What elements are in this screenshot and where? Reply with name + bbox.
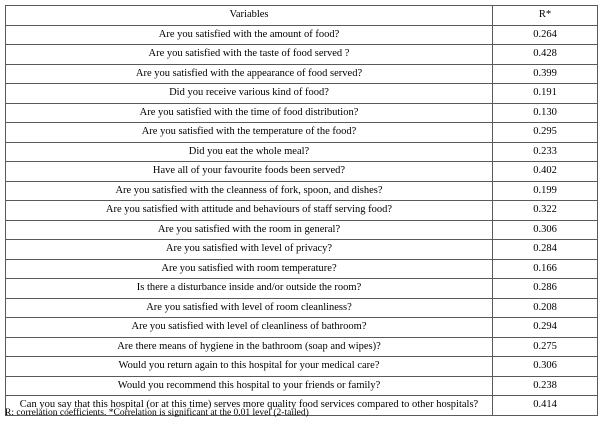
table-row [6,298,598,318]
r-value-cell: 0.402 [493,162,598,182]
table-body [6,25,598,415]
table-row [6,220,598,240]
r-value-cell: 0.238 [493,376,598,396]
question-cell: Would you recommend this hospital to your friends or family? [6,376,493,396]
question-cell: Are you satisfied with the amount of food? [6,25,493,45]
header-variables: Variables [6,6,493,26]
r-value-cell: 0.275 [493,337,598,357]
table-row [6,259,598,279]
r-value-cell: 0.428 [493,45,598,65]
table-row [6,318,598,338]
table-row [6,240,598,260]
question-cell: Have all of your favourite foods been served? [6,162,493,182]
table-row [6,337,598,357]
r-value-cell: 0.264 [493,25,598,45]
r-value-cell: 0.306 [493,220,598,240]
table-row [6,123,598,143]
r-value-cell: 0.414 [493,396,598,416]
r-value-cell: 0.286 [493,279,598,299]
r-value-cell: 0.191 [493,84,598,104]
question-cell: Are you satisfied with the room in general? [6,220,493,240]
question-cell: Are you satisfied with the taste of food served ? [6,45,493,65]
question-cell: Did you receive various kind of food? [6,84,493,104]
r-value-cell: 0.294 [493,318,598,338]
r-value-cell: 0.130 [493,103,598,123]
r-value-cell: 0.208 [493,298,598,318]
question-cell: Are you satisfied with the appearance of food served? [6,64,493,84]
r-value-cell: 0.399 [493,64,598,84]
question-cell: Did you eat the whole meal? [6,142,493,162]
table-row [6,25,598,45]
question-cell: Is there a disturbance inside and/or outside the room? [6,279,493,299]
question-cell: Can you say that this hospital (or at this time) serves more quality food services compared to other hospitals? [6,396,493,416]
table-row [6,201,598,221]
table-row [6,142,598,162]
table-row [6,45,598,65]
question-cell: Would you return again to this hospital for your medical care? [6,357,493,377]
r-value-cell: 0.322 [493,201,598,221]
r-value-cell: 0.233 [493,142,598,162]
question-cell: Are you satisfied with the cleanness of fork, spoon, and dishes? [6,181,493,201]
table-header-row [6,6,598,26]
correlation-table-container [5,5,597,416]
table-row [6,376,598,396]
r-value-cell: 0.295 [493,123,598,143]
table-row [6,103,598,123]
question-cell: Are you satisfied with level of cleanliness of bathroom? [6,318,493,338]
correlation-table [5,5,598,416]
header-r: R* [493,6,598,26]
table-row [6,357,598,377]
question-cell: Are you satisfied with attitude and behaviours of staff serving food? [6,201,493,221]
question-cell: Are you satisfied with level of privacy? [6,240,493,260]
question-cell: Are you satisfied with the time of food distribution? [6,103,493,123]
r-value-cell: 0.166 [493,259,598,279]
r-value-cell: 0.284 [493,240,598,260]
question-cell: Are you satisfied with level of room cleanliness? [6,298,493,318]
table-footnote: R: correlation coefficients. *Correlation is significant at the 0.01 level (2-tailed) [5,408,309,418]
table-row [6,84,598,104]
table-row [6,279,598,299]
question-cell: Are you satisfied with the temperature of the food? [6,123,493,143]
table-row [6,162,598,182]
r-value-cell: 0.199 [493,181,598,201]
table-row [6,64,598,84]
question-cell: Are there means of hygiene in the bathroom (soap and wipes)? [6,337,493,357]
question-cell: Are you satisfied with room temperature? [6,259,493,279]
table-row [6,181,598,201]
r-value-cell: 0.306 [493,357,598,377]
